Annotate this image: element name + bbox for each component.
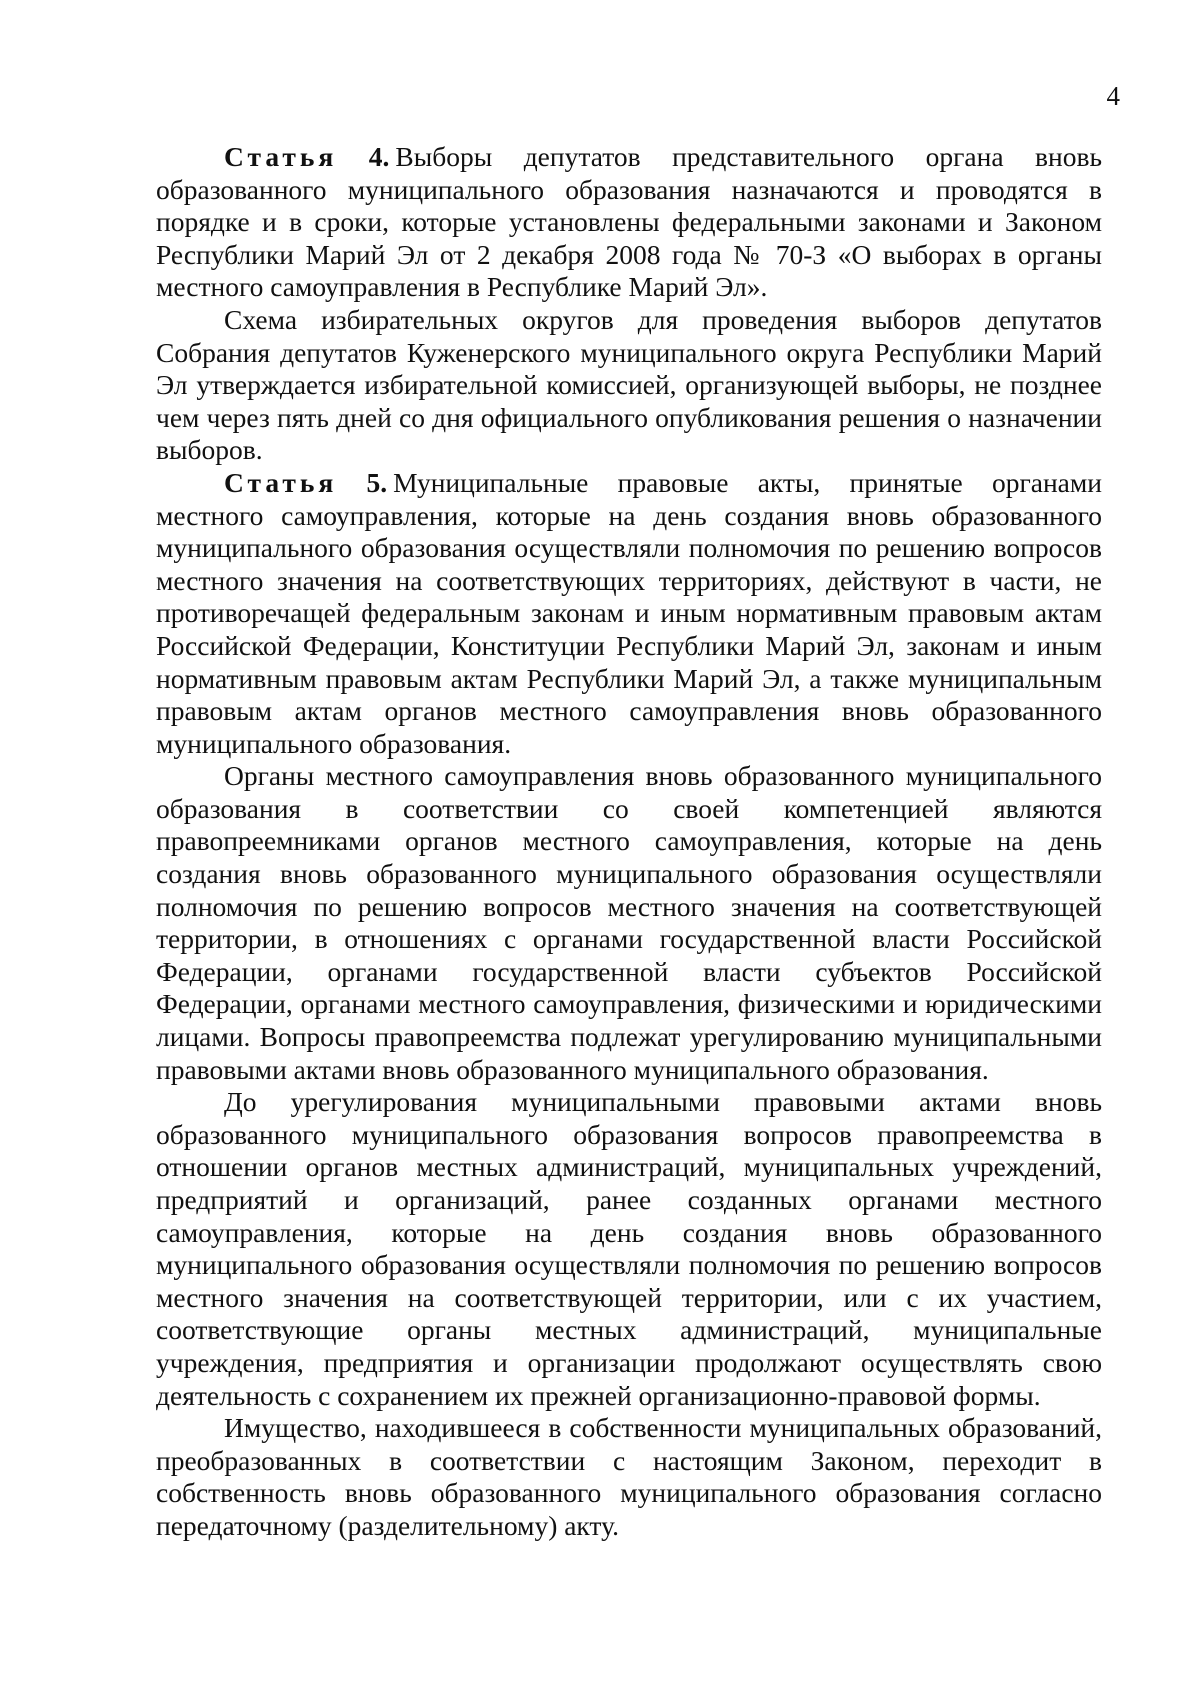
- article-number: 5.: [366, 466, 388, 498]
- page-number: 4: [1106, 81, 1120, 111]
- document-body: [156, 141, 1102, 1543]
- paragraph-article-5: [156, 467, 1102, 760]
- paragraph-text: Схема избирательных округов для проведения выборов депутатов Собрания депутатов Куженерского муниципального округа Республики Марий Эл утверждается избирательной комиссией, организующей выборы, не позднее чем через пять дней со дня официального опубликования решения о назначении выборов.: [156, 303, 1102, 466]
- article-number: 4.: [368, 141, 390, 172]
- article-label: Статья: [224, 466, 338, 498]
- paragraph-article-4: [156, 141, 1102, 304]
- paragraph-text: Муниципальные правовые акты, принятые органами местного самоуправления, которые на день создания вновь образованного муниципального образования осуществляли полномочия по решению вопросов местного значения на соответствующих территориях, действуют в части, не противоречащей федеральным законам и иным нормативным правовым актам Российской Федерации, Конституции Республики Марий Эл, законам и иным нормативным правовым актам Республики Марий Эл, а также муниципальным правовым актам органов местного самоуправления вновь образованного муниципального образования.: [156, 466, 1103, 759]
- paragraph-until-regulation: [156, 1086, 1102, 1412]
- paragraph-text: Органы местного самоуправления вновь образованного муниципального образования в соответствии со своей компетенцией являются правопреемниками органов местного самоуправления, которые на день создания вновь образованного муниципального образования осуществляли полномочия по решению вопросов местного значения на соответствующей территории, в отношениях с органами государственной власти Российской Федерации, органами государственной власти субъектов Российской Федерации, органами местного самоуправления, физическими и юридическими лицами. Вопросы правопреемства подлежат урегулированию муниципальными правовыми актами вновь образованного муниципального образования.: [156, 760, 1102, 1085]
- paragraph-text: До урегулирования муниципальными правовыми актами вновь образованного муниципального образования вопросов правопреемства в отношении органов местных администраций, муниципальных учреждений, предприятий и организаций, ранее созданных органами местного самоуправления, которые на день создания вновь образованного муниципального образования осуществляли полномочия по решению вопросов местного значения на соответствующей территории, или с их участием, соответствующие органы местных администраций, муниципальные учреждения, предприятия и организации продолжают осуществлять свою деятельность с сохранением их прежней организационно-правовой формы.: [156, 1086, 1102, 1411]
- paragraph-property: [156, 1412, 1102, 1542]
- paragraph-text: Выборы депутатов представительного органа вновь образованного муниципального образования назначаются и проводятся в порядке и в сроки, которые установлены федеральными законами и Законом Республики Марий Эл от 2 декабря 2008 года № 70-З «О выборах в органы местного самоуправления в Республике Марий Эл».: [156, 141, 1102, 303]
- paragraph-legal-successors: [156, 760, 1102, 1086]
- paragraph-text: Имущество, находившееся в собственности муниципальных образований, преобразованных в соответствии с настоящим Законом, переходит в собственность вновь образованного муниципального образования согласно передаточному (разделительному) акту.: [156, 1412, 1102, 1541]
- article-label: Статья: [224, 141, 338, 172]
- paragraph-electoral-districts: [156, 304, 1102, 467]
